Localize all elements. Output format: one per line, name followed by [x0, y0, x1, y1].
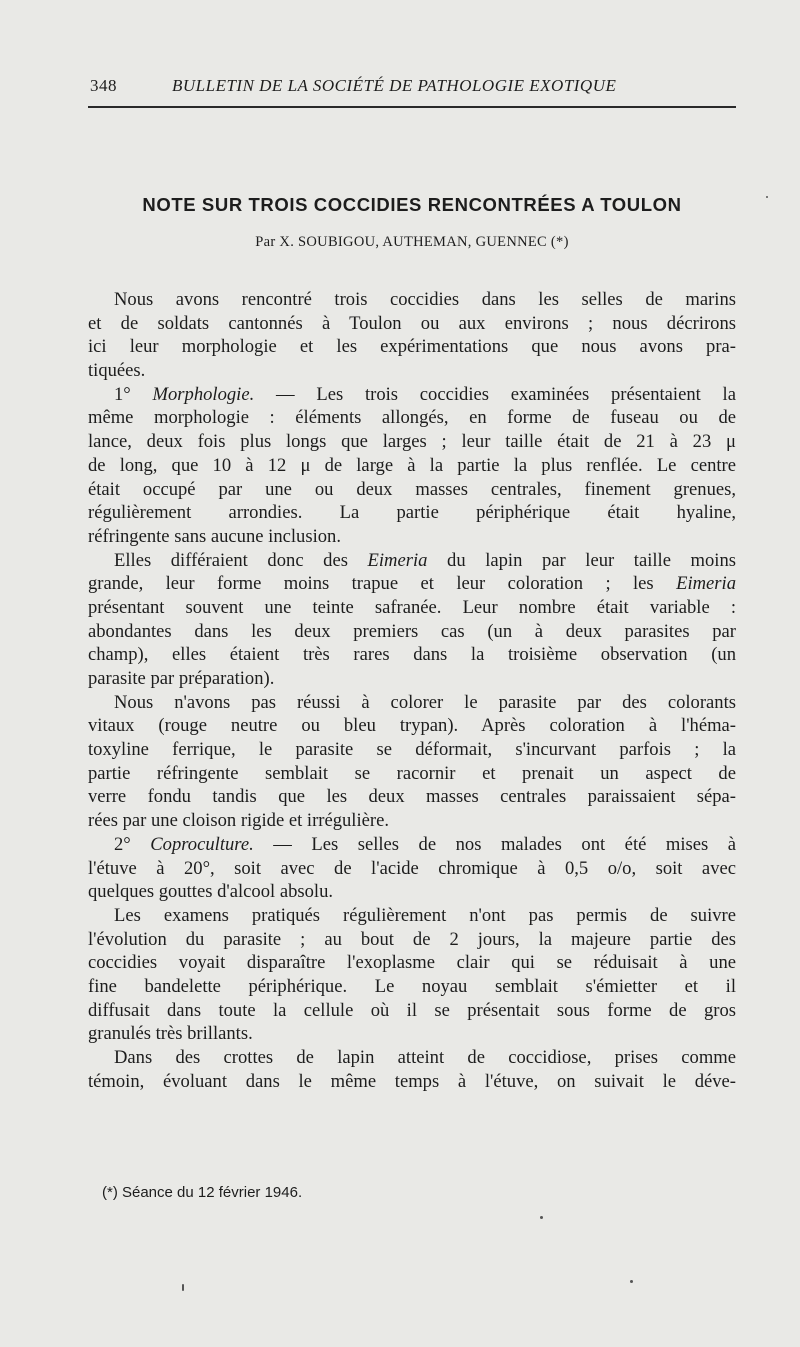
text-line: l'étuve à 20°, soit avec de l'acide chromique à 0,5 o/o, soit avec	[88, 857, 736, 879]
text-line: l'évolution du parasite ; au bout de 2 jours, la majeure partie des	[88, 928, 736, 950]
text-line: tiquées.	[88, 360, 146, 382]
text-line: verre fondu tandis que les deux masses centrales paraissaient sépa-	[88, 786, 736, 808]
text-line: abondantes dans les deux premiers cas (un à deux parasites par	[88, 620, 736, 642]
article-authors: Par X. SOUBIGOU, AUTHEMAN, GUENNEC (*)	[255, 234, 569, 250]
running-title: BULLETIN DE LA SOCIÉTÉ DE PATHOLOGIE EXOTIQUE	[172, 76, 617, 95]
paragraph	[88, 691, 736, 833]
text-line: Nous avons rencontré trois coccidies dans les selles de marins	[114, 289, 736, 310]
text-line: parasite par préparation).	[88, 668, 275, 689]
text-line: Dans des crottes de lapin atteint de coccidiose, prises comme	[114, 1047, 736, 1068]
paragraph	[88, 383, 736, 549]
text-line: témoin, évoluant dans le même temps à l'étuve, on suivait le déve-	[88, 1070, 736, 1092]
text-line: régulièrement arrondies. La partie périphérique était hyaline,	[88, 502, 736, 524]
text-line: et de soldats cantonnés à Toulon ou aux environs ; nous décrirons	[88, 312, 736, 334]
header-rule	[88, 106, 736, 108]
text-line: Les examens pratiqués régulièrement n'ont pas permis de suivre	[114, 904, 736, 926]
paragraph	[88, 549, 736, 691]
paragraph	[88, 833, 736, 904]
text-line: réfringente sans aucune inclusion.	[88, 525, 341, 547]
text-line: rées par une cloison rigide et irrégulière.	[88, 810, 389, 832]
text-line: coccidies voyait disparaître l'exoplasme clair qui se réduisait à une	[88, 952, 736, 974]
text-line: partie réfringente semblait se racornir et prenait un aspect de	[88, 762, 736, 784]
article-body	[88, 288, 736, 1093]
text-line: granulés très brillants.	[88, 1023, 253, 1045]
paragraph	[88, 1046, 736, 1093]
text-line: Elles différaient donc des Eimeria du lapin par leur taille moins	[114, 549, 736, 571]
paper-speck	[766, 196, 768, 198]
paper-speck	[182, 1284, 184, 1291]
text-line: toxyline ferrique, le parasite se déformait, s'incurvant parfois ; la	[88, 739, 736, 761]
paper-speck	[630, 1280, 633, 1283]
text-line: diffusait dans toute la cellule où il se présentait sous forme de gros	[88, 999, 736, 1021]
paragraph	[88, 904, 736, 1046]
article-title: NOTE SUR TROIS COCCIDIES RENCONTRÉES A TOULON	[142, 194, 682, 215]
text-line: grande, leur forme moins trapue et leur coloration ; les Eimeria	[88, 573, 736, 595]
footnote: (*) Séance du 12 février 1946.	[102, 1184, 303, 1201]
text-line: champ), elles étaient très rares dans la troisième observation (un	[88, 644, 736, 666]
paper-speck	[540, 1216, 543, 1219]
text-line: Nous n'avons pas réussi à colorer le parasite par des colorants	[114, 691, 736, 713]
paragraph	[88, 288, 736, 383]
text-line: 1° Morphologie. — Les trois coccidies examinées présentaient la	[114, 383, 736, 405]
text-line: de long, que 10 à 12 μ de large à la partie la plus renflée. Le centre	[88, 454, 736, 476]
text-line: vitaux (rouge neutre ou bleu trypan). Après coloration à l'héma-	[88, 715, 736, 737]
text-line: présentant souvent une teinte safranée. Leur nombre était variable :	[88, 596, 736, 618]
text-line: lance, deux fois plus longs que larges ; leur taille était de 21 à 23 μ	[88, 431, 736, 453]
text-line: était occupé par une ou deux masses centrales, finement grenues,	[88, 478, 736, 500]
text-line: même morphologie : éléments allongés, en forme de fuseau ou de	[88, 407, 736, 429]
text-line: quelques gouttes d'alcool absolu.	[88, 881, 334, 903]
text-line: fine bandelette périphérique. Le noyau semblait s'émietter et il	[88, 975, 736, 997]
text-line: 2° Coproculture. — Les selles de nos malades ont été mises à	[114, 833, 736, 855]
page-number: 348	[90, 76, 117, 95]
text-line: ici leur morphologie et les expérimentations que nous avons pra-	[88, 336, 736, 358]
